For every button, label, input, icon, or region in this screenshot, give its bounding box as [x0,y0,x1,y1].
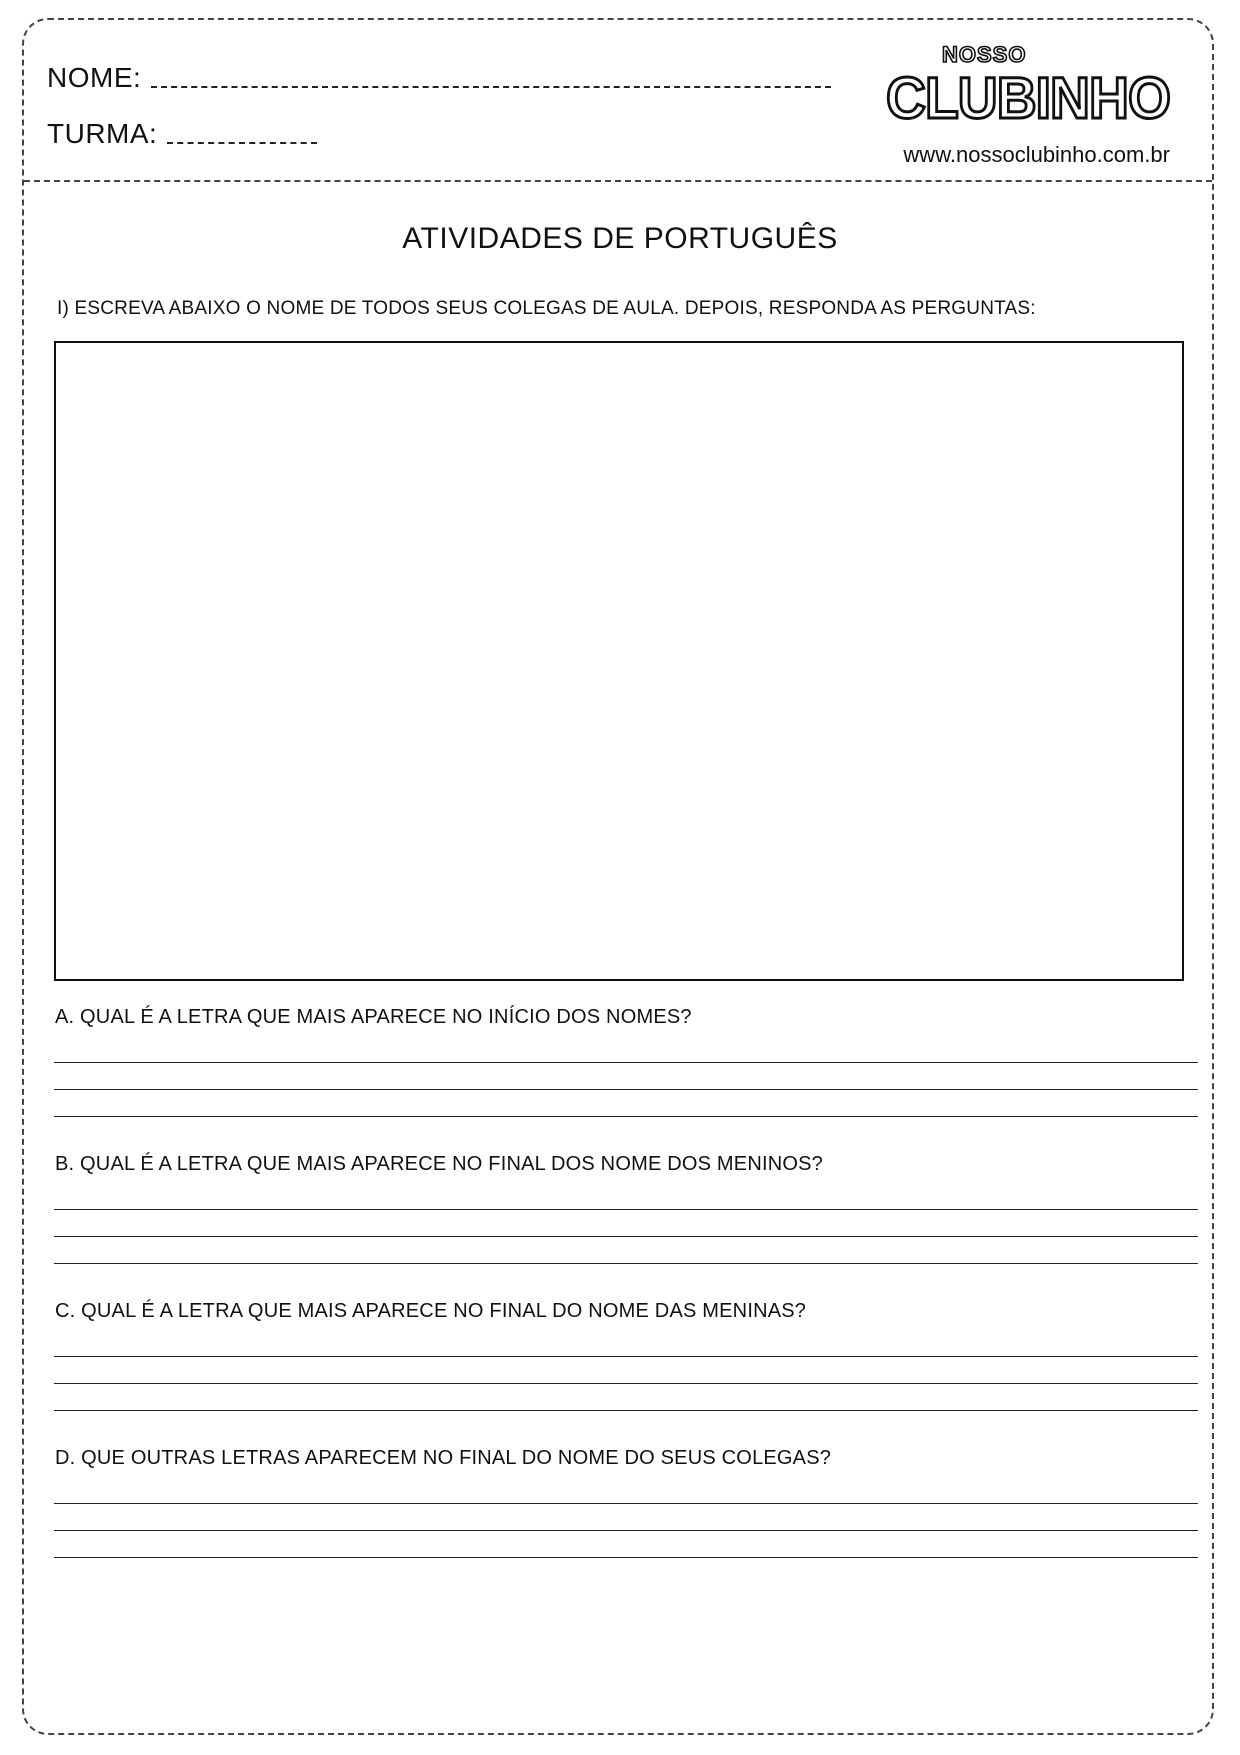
question-c: C. QUAL É A LETRA QUE MAIS APARECE NO FINAL DO NOME DAS MENINAS? [55,1300,807,1322]
logo-main-text: CLUBINHO [886,66,1170,131]
names-writing-box[interactable] [54,341,1184,981]
question-a: A. QUAL É A LETRA QUE MAIS APARECE NO INÍCIO DOS NOMES? [55,1006,692,1028]
answer-line[interactable] [54,1383,1198,1384]
nosso-clubinho-logo [880,38,1180,133]
answer-line[interactable] [54,1089,1198,1090]
answer-line[interactable] [54,1410,1198,1411]
class-label: TURMA: [47,118,158,149]
instruction-text: I) ESCREVA ABAIXO O NOME DE TODOS SEUS COLEGAS DE AULA. DEPOIS, RESPONDA AS PERGUNTAS: [57,298,1036,319]
answer-line[interactable] [54,1530,1198,1531]
answer-line[interactable] [54,1062,1198,1063]
answer-line[interactable] [54,1209,1198,1210]
answer-line[interactable] [54,1236,1198,1237]
name-field[interactable] [47,62,831,94]
question-b: B. QUAL É A LETRA QUE MAIS APARECE NO FINAL DOS NOME DOS MENINOS? [55,1153,823,1175]
logo-top-text: NOSSO [942,42,1027,67]
header-divider [24,180,1212,182]
page-title: ATIVIDADES DE PORTUGUÊS [402,222,838,255]
logo-url[interactable]: www.nossoclubinho.com.br [903,142,1170,167]
class-blank[interactable] [167,142,317,144]
answer-line[interactable] [54,1557,1198,1558]
question-d: D. QUE OUTRAS LETRAS APARECEM NO FINAL DO NOME DO SEUS COLEGAS? [55,1447,832,1469]
answer-line[interactable] [54,1263,1198,1264]
answer-line[interactable] [54,1116,1198,1117]
class-field[interactable] [47,118,317,150]
answer-line[interactable] [54,1503,1198,1504]
name-blank[interactable] [151,86,831,88]
name-label: NOME: [47,62,142,93]
answer-line[interactable] [54,1356,1198,1357]
